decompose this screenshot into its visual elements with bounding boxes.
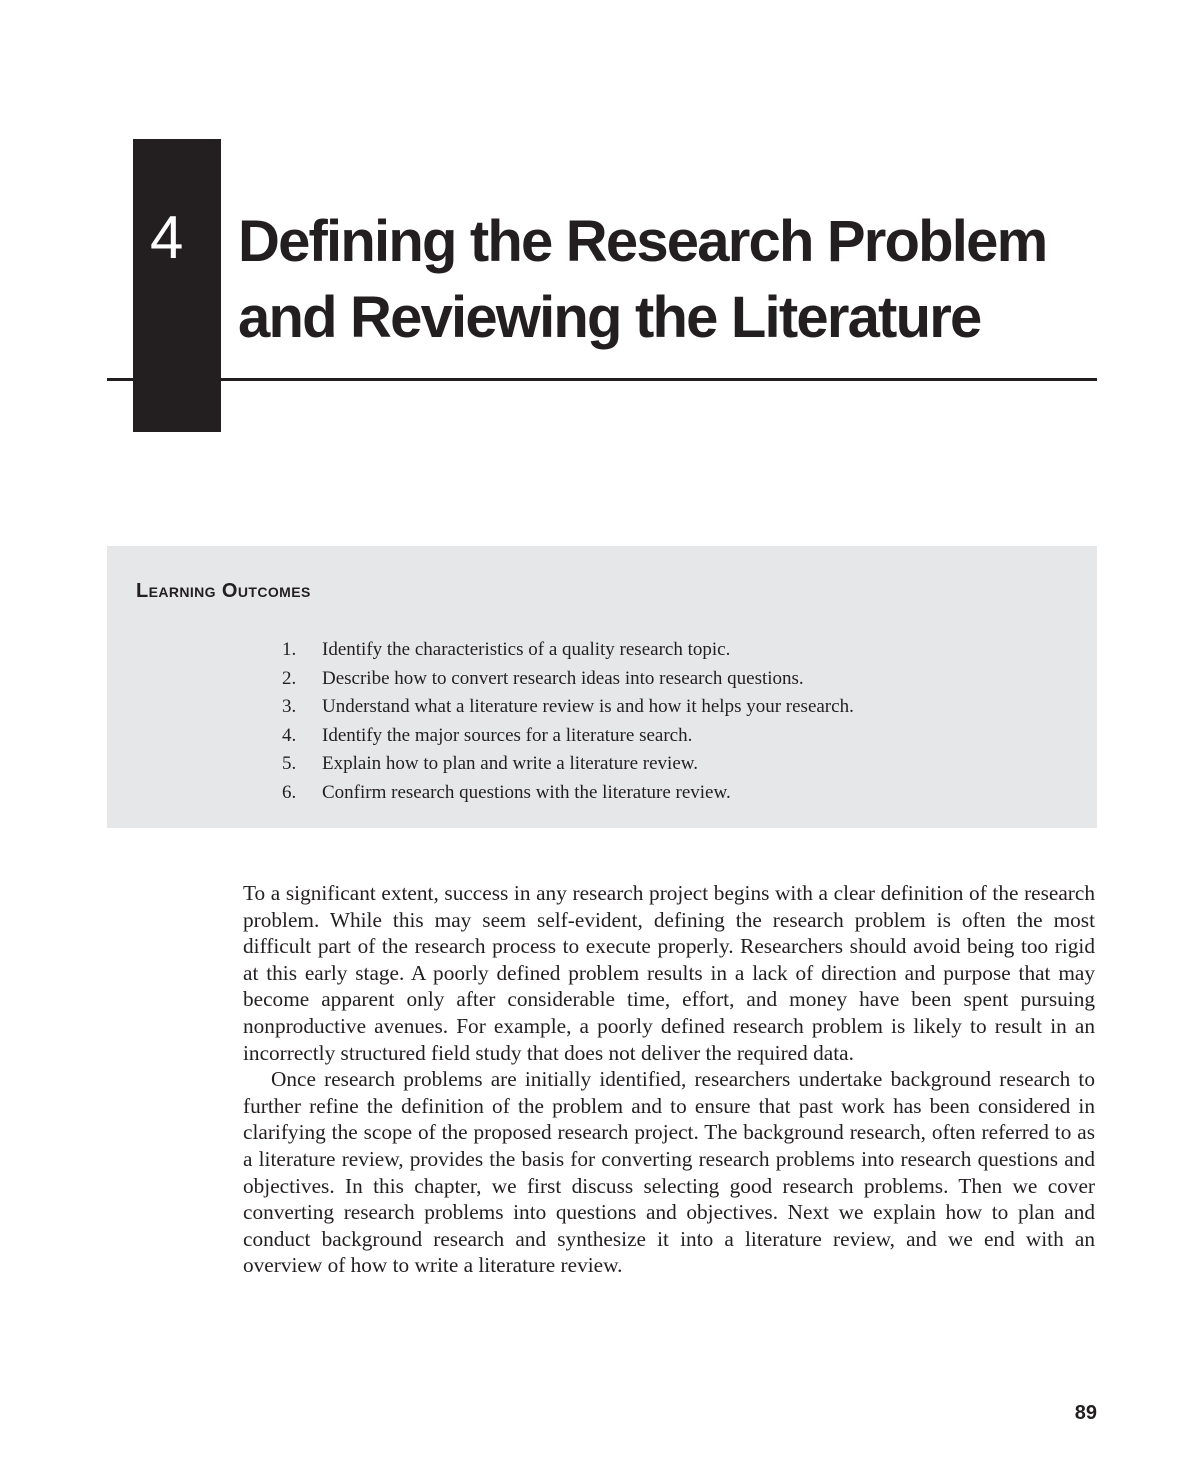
outcome-item <box>282 665 854 694</box>
chapter-title-line-2: and Reviewing the Literature <box>238 285 981 350</box>
outcome-item <box>282 722 854 751</box>
outcome-text: Identify the characteristics of a quality research topic. <box>322 639 731 660</box>
chapter-number: 4 <box>150 204 184 271</box>
body-text <box>243 880 1095 1279</box>
outcome-number: 6. <box>282 781 297 803</box>
outcome-number: 2. <box>282 667 297 689</box>
chapter-title-line-1: Defining the Research Problem <box>238 209 1047 274</box>
outcome-number: 1. <box>282 639 297 660</box>
outcome-item <box>282 636 854 665</box>
outcome-text: Explain how to plan and write a literature review. <box>322 753 698 774</box>
body-paragraph-2: Once research problems are initially identified, researchers undertake background research to further refine the definition of the problem and to ensure that past work has been considered in clarifying the scope of the proposed research project. The background research, often referred to as a literature review, provides the basis for converting research problems into research questions and objectives. In this chapter, we first discuss selecting good research problems. Then we cover converting research problems into questions and objectives. Next we explain how to plan and conduct background research and synthesize it into a literature review, and we end with an overview of how to write a literature review. <box>243 1067 1095 1278</box>
learning-outcomes-heading: Learning Outcomes <box>136 580 311 602</box>
outcome-item <box>282 693 854 722</box>
outcome-number: 3. <box>282 696 297 717</box>
chapter-number-block <box>133 139 221 432</box>
outcome-number: 5. <box>282 753 297 774</box>
outcome-item <box>282 779 854 808</box>
chapter-title <box>238 204 1098 356</box>
outcome-text: Understand what a literature review is and how it helps your research. <box>322 696 854 717</box>
outcome-item <box>282 750 854 779</box>
outcome-number: 4. <box>282 724 297 746</box>
body-paragraph-1: To a significant extent, success in any research project begins with a clear definition of the research problem. While this may seem self-evident, defining the research problem is often the most difficult part of the research process to execute properly. Researchers should avoid being too rigid at this early stage. A poorly defined problem results in a lack of direction and purpose that may become apparent only after considerable time, effort, and money have been spent pursuing nonproductive avenues. For example, a poorly defined research problem is likely to result in an incorrectly structured field study that does not deliver the required data. <box>243 881 1095 1065</box>
page-number: 89 <box>1074 1402 1097 1424</box>
outcome-text: Identify the major sources for a literature search. <box>322 724 693 746</box>
outcome-text: Describe how to convert research ideas into research questions. <box>322 667 804 689</box>
title-divider <box>107 378 1097 381</box>
outcome-text: Confirm research questions with the literature review. <box>322 781 731 803</box>
learning-outcomes-list <box>282 636 854 807</box>
